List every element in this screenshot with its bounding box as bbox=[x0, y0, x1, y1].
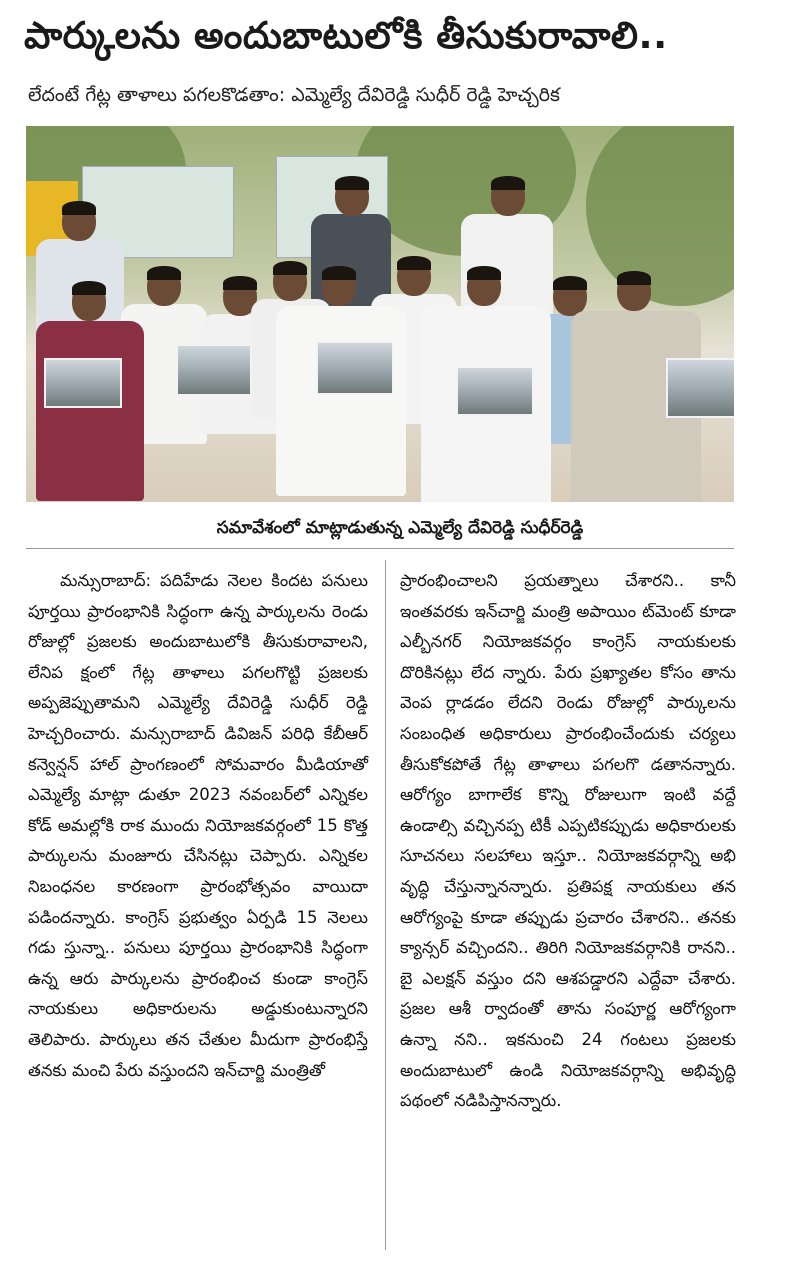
press-meet-photo bbox=[26, 126, 734, 502]
body-text-right: ప్రారంభించాలని ప్రయత్నాలు చేశారని.. కానీ ఇంతవరకు ఇన్‌చార్జి మంత్రి అపాయిం ట్‌మెంట్ కూడా ఎల్బీనగర్ నియోజకవర్గం కాంగ్రెస్ నాయకులకు దొరికినట్లు లేద న్నారు. పేరు ప్రఖ్యాతల కోసం తాను వెంప ర్లాడడం లేదని రెండు రోజుల్లో పార్కులను సంబంధిత అధికారులు ప్రారంభించేందుకు చర్యలు తీసుకోకపోతే గేట్ల తాళాలు పగలగొ డతానన్నారు. ఆరోగ్యం బాగాలేక కొన్ని రోజులుగా ఇంటి వద్దే ఉండాల్సి వచ్చినప్ప టికీ ఎప్పటికప్పుడు అధికారులకు సూచనలు సలహాలు ఇస్తూ.. నియోజకవర్గాన్ని అభి వృద్ధి చేస్తున్నానన్నారు. ప్రతిపక్ష నాయకులు తన ఆరోగ్యంపై కూడా తప్పుడు ప్రచారం చేశారని.. తనకు క్యాన్సర్ వచ్చిందని.. తిరిగి నియోజకవర్గానికి రానని.. బై ఎలక్షన్ వస్తుం దని ఆశపడ్డారని ఎద్దేవా చేశారు. ప్రజల ఆశీ ర్వాదంతో తాను సంపూర్ణ ఆరోగ్యంగా ఉన్నా నని.. ఇకనుంచి 24 గంటలు ప్రజలకు అందుబాటులో ఉండి నియోజకవర్గాన్ని అభివృద్ధి పథంలో నడిపిస్తానన్నారు. bbox=[400, 571, 736, 1111]
subheadline: లేదంటే గేట్ల తాళాలు పగలకొడతాం: ఎమ్మెల్యే దేవిరెడ్డి సుధీర్ రెడ్డి హెచ్చరిక bbox=[28, 84, 560, 106]
column-divider bbox=[385, 560, 386, 1250]
article-column-left bbox=[28, 566, 368, 1086]
photo-caption: సమావేశంలో మాట్లాడుతున్న ఎమ్మెల్యే దేవిరెడ్డి సుధీర్‌రెడ్డి bbox=[216, 518, 584, 538]
article-column-right bbox=[400, 566, 736, 1117]
caption-divider bbox=[26, 548, 734, 549]
headline: పార్కులను అందుబాటులోకి తీసుకురావాలి.. bbox=[24, 14, 668, 57]
body-text-left: మన్సురాబాద్: పదిహేడు నెలల కిందట పనులు పూర్తయి ప్రారంభానికి సిద్ధంగా ఉన్న పార్కులను రెండు రోజుల్లో ప్రజలకు అందుబాటులోకి తీసుకురావాలని, లేనిప క్షంలో గేట్ల తాళాలు పగలగొట్టి ప్రజలకు అప్పజెప్పుతామని ఎమ్మెల్యే దేవిరెడ్డి సుధీర్ రెడ్డి హెచ్చరించారు. మన్సురాబాద్ డివిజన్ పరిధి కేబీఆర్ కన్వెన్షన్ హాల్ ప్రాంగణంలో సోమవారం మీడియాతో ఎమ్మెల్యే మాట్లా డుతూ 2023 నవంబర్‌లో ఎన్నికల కోడ్ అమల్లోకి రాక ముందు నియోజకవర్గంలో 15 కొత్త పార్కులను మంజూరు చేసినట్లు చెప్పారు. ఎన్నికల నిబంధనల కారణంగా ప్రారంభోత్సవం వాయిదా పడిందన్నారు. కాంగ్రెస్ ప్రభుత్వం ఏర్పడి 15 నెలలు గడు స్తున్నా.. పనులు పూర్తయి ప్రారంభానికి సిద్ధంగా ఉన్న ఆరు పార్కులను ప్రారంభించ కుండా కాంగ్రెస్ నాయకులు అధికారులను అడ్డుకుంటున్నారని తెలిపారు. పార్కులు తన చేతుల మీదుగా ప్రారంభిస్తే తనకు మంచి పేరు వస్తుందని ఇన్‌చార్జి మంత్రితో bbox=[28, 571, 368, 1080]
